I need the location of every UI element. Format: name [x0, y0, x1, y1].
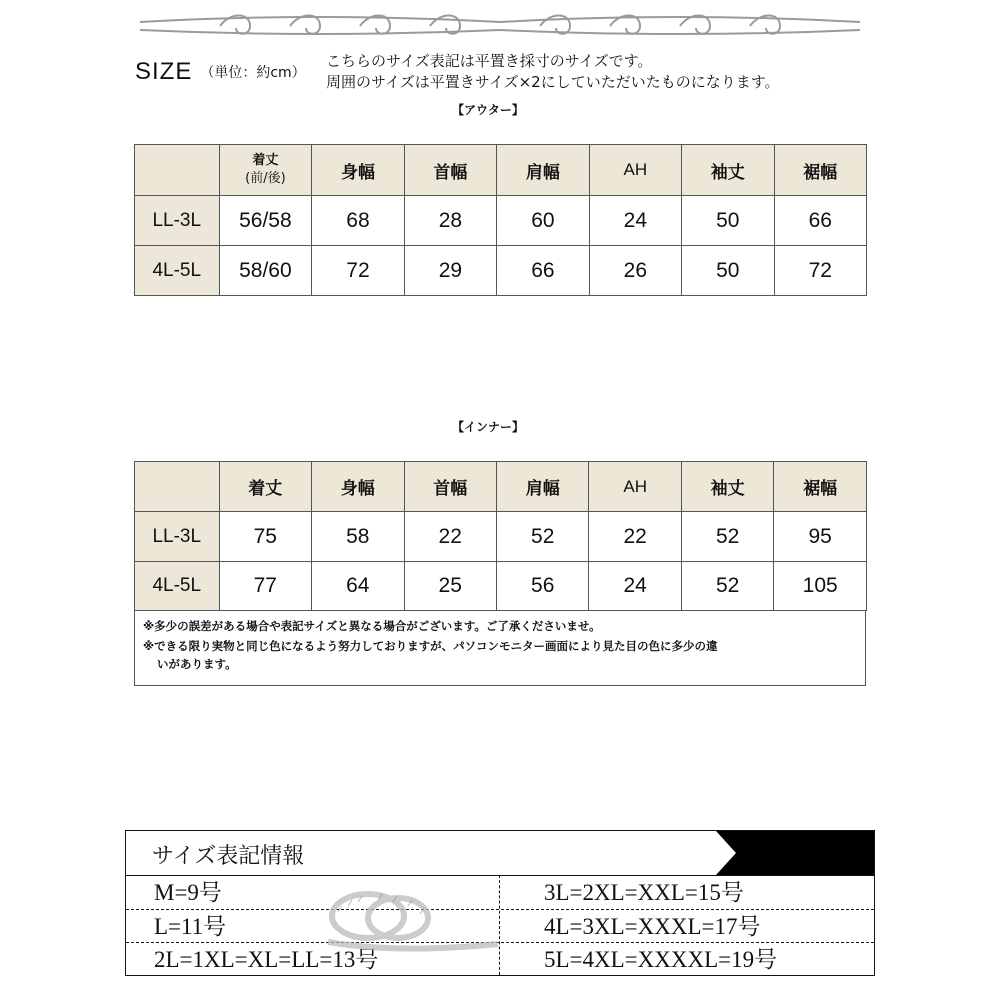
disclaimer-notes: [134, 610, 866, 686]
outer-value-cell: 28: [404, 196, 496, 246]
outer-value-cell: 50: [682, 196, 774, 246]
table-row: [135, 562, 867, 611]
outer-value-cell: 72: [312, 246, 404, 296]
size-note-1: こちらのサイズ表記は平置き採寸のサイズです。: [326, 52, 653, 70]
inner-size-table: [134, 461, 867, 611]
outer-title: 【アウター】: [452, 103, 524, 117]
disclaimer-note-1: ※多少の誤差がある場合や表記サイズと異なる場合がございます。ご了承くださいませ。: [143, 619, 601, 633]
unit-label: （単位：約cm）: [200, 65, 306, 81]
table-row: [135, 512, 867, 562]
inner-header-cell: 袖丈: [681, 462, 773, 512]
inner-value-cell: 24: [589, 562, 681, 611]
outer-value-cell: 29: [404, 246, 496, 296]
outer-header-cell: 身幅: [312, 145, 404, 196]
size-label: SIZE: [135, 58, 193, 85]
outer-length-label: 着丈: [252, 153, 279, 168]
size-notes: [326, 51, 780, 93]
outer-header-length: [219, 145, 312, 196]
inner-value-cell: 52: [681, 512, 773, 562]
inner-header-cell: 首幅: [404, 462, 496, 512]
inner-value-cell: 105: [774, 562, 867, 611]
outer-value-cell: 68: [312, 196, 404, 246]
inner-value-cell: 25: [404, 562, 496, 611]
outer-value-cell: 60: [497, 196, 589, 246]
disclaimer-note-2: ※できる限り実物と同じ色になるよう努力しておりますが、パソコンモニター画面により見た目の色に多少の違: [143, 639, 718, 653]
outer-value-cell: 66: [774, 196, 867, 246]
inner-value-cell: 64: [312, 562, 404, 611]
inner-value-cell: 75: [219, 512, 311, 562]
inner-value-cell: 56: [496, 562, 588, 611]
inner-value-cell: 22: [404, 512, 496, 562]
inner-value-cell: 22: [589, 512, 681, 562]
inner-value-cell: 77: [219, 562, 311, 611]
outer-value-cell: 66: [497, 246, 589, 296]
outer-value-cell: 50: [682, 246, 774, 296]
inner-size-cell: LL-3L: [135, 512, 220, 562]
inner-header-cell: 肩幅: [496, 462, 588, 512]
inner-size-cell: 4L-5L: [135, 562, 220, 611]
outer-value-cell: 72: [774, 246, 867, 296]
size-equivalence: 3L=2XL=XXL=15号: [544, 880, 744, 905]
inner-header-cell: AH: [589, 462, 681, 512]
inner-value-cell: 52: [496, 512, 588, 562]
inner-value-cell: 52: [681, 562, 773, 611]
outer-size-cell: LL-3L: [135, 196, 220, 246]
inner-title: 【インナー】: [452, 420, 525, 434]
outer-corner-cell: [135, 145, 220, 196]
table-row: [135, 196, 867, 246]
outer-header-cell: AH: [589, 145, 681, 196]
inner-header-cell: 身幅: [312, 462, 404, 512]
size-note-2: 周囲のサイズは平置きサイズ×2にしていただいたものになります。: [326, 73, 780, 91]
inner-header-row: [135, 462, 867, 512]
size-equivalence: 4L=3XL=XXXL=17号: [544, 914, 761, 939]
measuring-tape-icon: [198, 882, 508, 956]
outer-value-cell: 58/60: [219, 246, 312, 296]
outer-size-cell: 4L-5L: [135, 246, 220, 296]
outer-size-table: [134, 144, 867, 296]
size-info-header: [126, 831, 874, 875]
outer-header-cell: 首幅: [404, 145, 496, 196]
disclaimer-note-2-cont: いがあります。: [157, 657, 237, 671]
inner-header-cell: 着丈: [219, 462, 311, 512]
size-equivalence: 2L=1XL=XL=LL=13号: [154, 947, 379, 972]
outer-header-cell: 袖丈: [682, 145, 774, 196]
inner-value-cell: 95: [774, 512, 867, 562]
outer-length-sub: (前/後): [245, 171, 286, 186]
inner-header-cell: 裾幅: [774, 462, 867, 512]
size-equivalence: L=11号: [154, 914, 227, 939]
size-equivalence: 5L=4XL=XXXXL=19号: [544, 947, 778, 972]
outer-header-cell: 肩幅: [497, 145, 589, 196]
decorative-ornament: [140, 8, 860, 44]
table-row: [135, 246, 867, 296]
outer-value-cell: 56/58: [219, 196, 312, 246]
outer-value-cell: 26: [589, 246, 681, 296]
outer-header-row: [135, 145, 867, 196]
outer-value-cell: 24: [589, 196, 681, 246]
outer-header-cell: 裾幅: [774, 145, 867, 196]
inner-value-cell: 58: [312, 512, 404, 562]
size-info-title: サイズ表記情報: [152, 844, 305, 869]
inner-corner-cell: [135, 462, 220, 512]
size-heading: [135, 58, 306, 86]
size-equivalence: M=9号: [154, 880, 222, 905]
